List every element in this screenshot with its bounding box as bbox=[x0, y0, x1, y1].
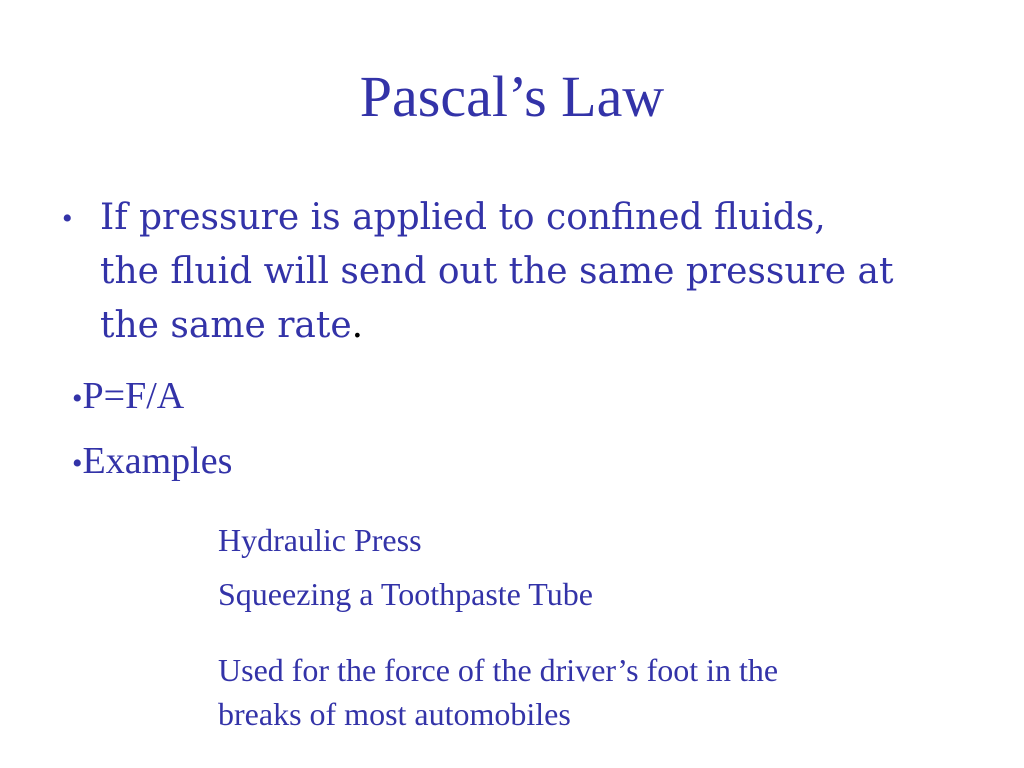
main-bullet-line: If pressure is applied to confined fluids, bbox=[100, 197, 826, 238]
example-item: Hydraulic Press bbox=[218, 522, 422, 558]
bullet-dot: • bbox=[72, 382, 83, 415]
examples-bullet bbox=[72, 438, 232, 487]
formula-bullet bbox=[72, 373, 184, 422]
main-bullet-line: the same rate. bbox=[100, 305, 364, 346]
note-line: Used for the force of the driver’s foot in the bbox=[218, 652, 779, 688]
note-line: breaks of most automobiles bbox=[218, 696, 571, 732]
main-bullet-line: the fluid will send out the same pressure at bbox=[100, 251, 894, 292]
example-item: Squeezing a Toothpaste Tube bbox=[218, 576, 593, 612]
bullet-dot: • bbox=[72, 447, 83, 480]
bullet-dot: • bbox=[62, 202, 73, 235]
main-bullet-text bbox=[100, 191, 980, 353]
slide-title: Pascal’s Law bbox=[359, 64, 665, 129]
automobile-note bbox=[218, 648, 778, 736]
examples-heading: Examples bbox=[82, 440, 233, 482]
formula-text: P=F/A bbox=[82, 375, 185, 417]
main-bullet-period: . bbox=[351, 305, 364, 346]
